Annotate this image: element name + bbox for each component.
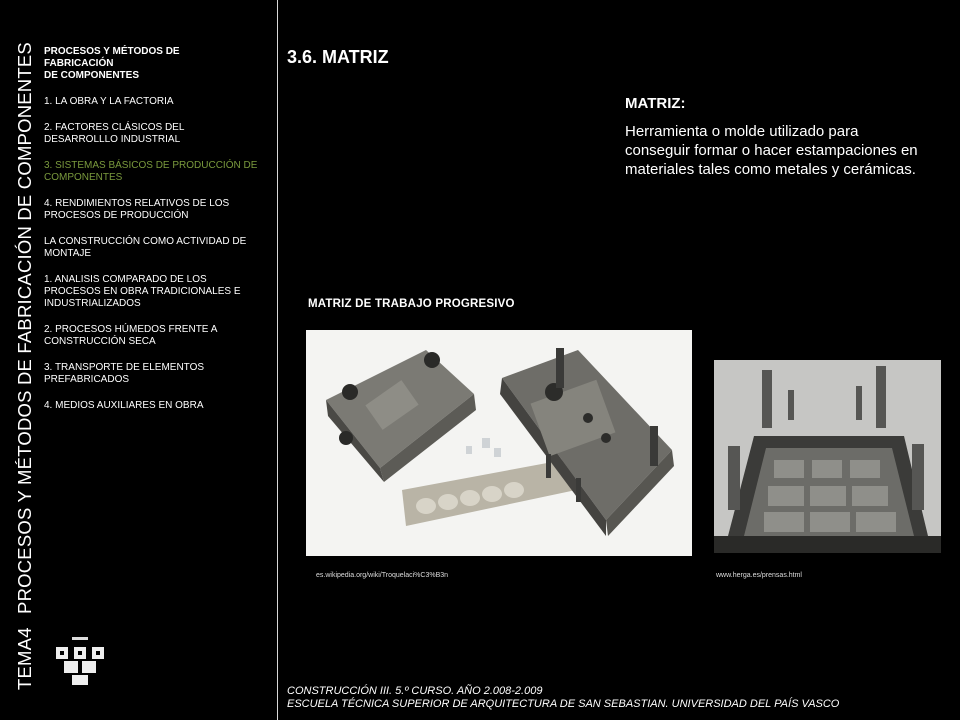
die-set-photo xyxy=(714,360,941,553)
topic-label: TEMA4 xyxy=(14,627,35,690)
menu-heading-line: PROCESOS Y MÉTODOS DE xyxy=(44,46,180,57)
subject-label: PROCESOS Y MÉTODOS DE FABRICACIÓN DE COMPONENTES xyxy=(14,42,35,614)
university-logo-emblem xyxy=(50,635,110,687)
footer xyxy=(287,685,839,711)
menu-item-obra-factoria[interactable]: 1. LA OBRA Y LA FACTORIA xyxy=(44,96,174,107)
menu-item-construccion-montaje[interactable]: LA CONSTRUCCIÓN COMO ACTIVIDAD DE MONTAJE xyxy=(44,236,247,259)
menu-heading xyxy=(44,46,259,82)
progressive-die-photo xyxy=(306,330,692,556)
sidebar-divider xyxy=(277,0,278,720)
menu-item-rendimientos[interactable]: 4. RENDIMIENTOS RELATIVOS DE LOS PROCESOS DE PRODUCCIÓN xyxy=(44,198,230,221)
figure-caption: MATRIZ DE TRABAJO PROGRESIVO xyxy=(308,298,515,310)
menu-item-procesos-humedos[interactable]: 2. PROCESOS HÚMEDOS FRENTE A CONSTRUCCIÓN SECA xyxy=(44,324,217,347)
menu-item-factores-clasicos[interactable]: 2. FACTORES CLÁSICOS DEL DESARROLLLO INDUSTRIAL xyxy=(44,122,185,145)
definition-term: MATRIZ: xyxy=(625,95,686,112)
menu-item-sistemas-basicos[interactable]: 3. SISTEMAS BÁSICOS DE PRODUCCIÓN DE COMPONENTES xyxy=(44,160,258,183)
photo2-source-link[interactable]: www.herga.es/prensas.html xyxy=(716,572,802,579)
sidebar-menu xyxy=(44,46,259,426)
menu-item-analisis-comparado[interactable]: 1. ANALISIS COMPARADO DE LOS PROCESOS EN OBRA TRADICIONALES E INDUSTRIALIZADOS xyxy=(44,274,241,309)
university-logo xyxy=(50,635,110,691)
page-title: 3.6. MATRIZ xyxy=(287,47,389,67)
footer-school: ESCUELA TÉCNICA SUPERIOR DE ARQUITECTURA DE SAN SEBASTIAN. UNIVERSIDAD DEL PAÍS VASCO xyxy=(287,698,840,710)
menu-item-medios-auxiliares[interactable]: 4. MEDIOS AUXILIARES EN OBRA xyxy=(44,400,204,411)
definition-block xyxy=(625,95,925,179)
menu-item-transporte[interactable]: 3. TRANSPORTE DE ELEMENTOS PREFABRICADOS xyxy=(44,362,205,385)
vertical-section-title xyxy=(6,0,36,690)
menu-heading-line: DE COMPONENTES xyxy=(44,70,140,81)
footer-course: CONSTRUCCIÓN III. 5.º CURSO. AÑO 2.008-2.009 xyxy=(287,685,543,697)
menu-heading-line: FABRICACIÓN xyxy=(44,58,114,69)
definition-text: Herramienta o molde utilizado para conseguir formar o hacer estampaciones en materiales tales como metales y cerámicas. xyxy=(625,123,918,178)
photo1-source-link[interactable]: es.wikipedia.org/wiki/Troquelaci%C3%B3n xyxy=(316,572,449,579)
